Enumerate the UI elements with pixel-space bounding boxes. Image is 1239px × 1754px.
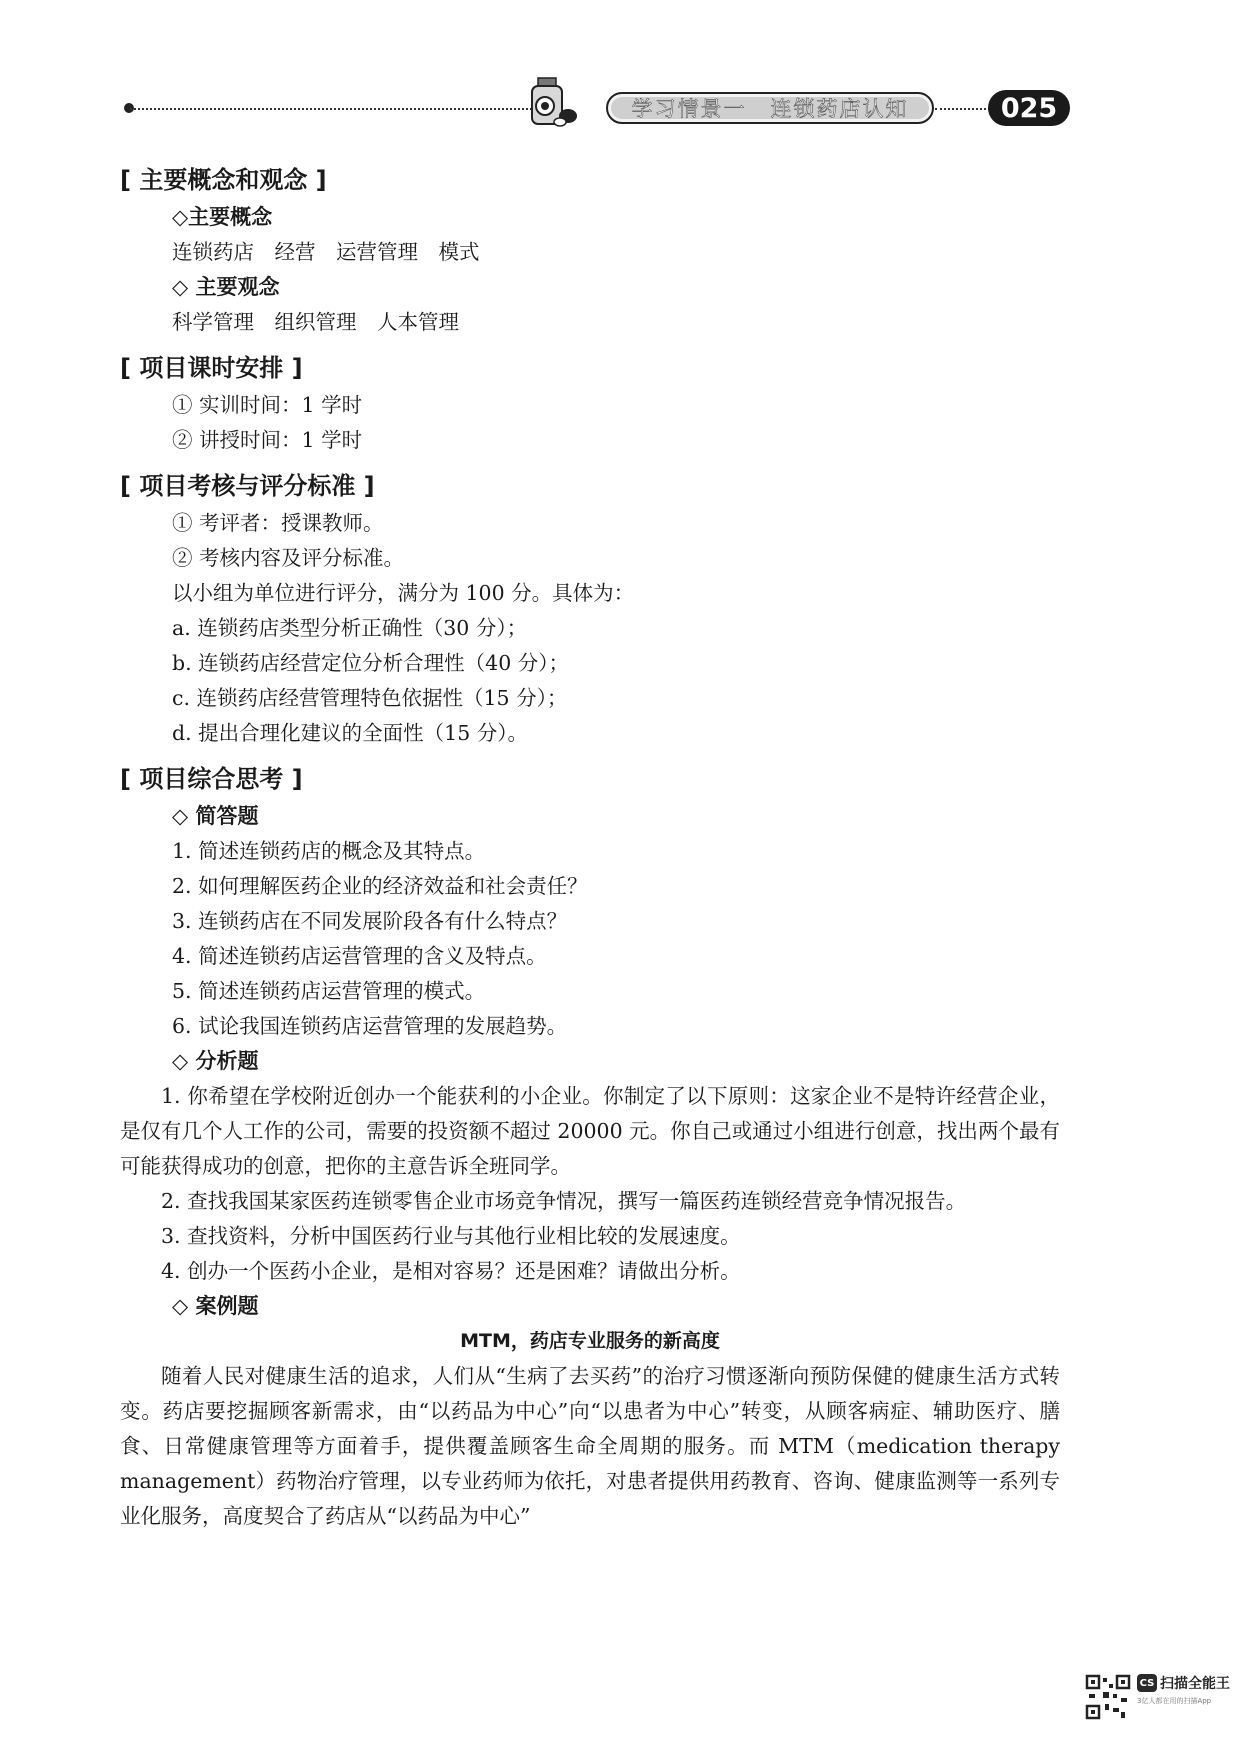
assessment-criterion: c. 连锁药店经营管理特色依据性（15 分）； [172, 686, 568, 710]
label-analysis: ◇ 分析题 [172, 1049, 259, 1073]
analysis-question: 4. 创办一个医药小企业，是相对容易？还是困难？请做出分析。 [161, 1259, 741, 1283]
schedule-item: ① 实训时间：1 学时 [172, 393, 363, 417]
short-question: 3. 连锁药店在不同发展阶段各有什么特点？ [172, 909, 568, 933]
short-question: 2. 如何理解医药企业的经济效益和社会责任？ [172, 874, 588, 898]
scanner-name: 扫描全能王 [1160, 1676, 1230, 1692]
header-section: 学习情景一 [631, 97, 747, 121]
heading-assessment: [ 项目考核与评分标准 ] [120, 472, 375, 500]
page-number: 025 [988, 90, 1070, 126]
page-content [120, 160, 1060, 1534]
label-main-concepts: ◇主要概念 [172, 205, 273, 229]
scanner-watermark [1085, 1672, 1230, 1724]
heading-concepts: [ 主要概念和观念 ] [120, 166, 327, 194]
analysis-question: 1. 你希望在学校附近创办一个能获利的小企业。你制定了以下原则：这家企业不是特许经营企业，是仅有几个人工作的公司，需要的投资额不超过 20000 元。你自己或通过小组进行创意，找出两个最有可能获得成功的创意，把你的主意告诉全班同学。 [120, 1084, 1060, 1178]
schedule-item: ② 讲授时间：1 学时 [172, 428, 363, 452]
heading-thinking: [ 项目综合思考 ] [120, 765, 303, 793]
assessment-item: ② 考核内容及评分标准。 [172, 546, 405, 570]
label-case: ◇ 案例题 [172, 1294, 259, 1318]
header-chapter: 连锁药店认知 [770, 97, 909, 121]
text-main-ideas: 科学管理 组织管理 人本管理 [172, 310, 459, 334]
label-main-ideas: ◇ 主要观念 [172, 275, 280, 299]
short-question: 1. 简述连锁药店的概念及其特点。 [172, 839, 486, 863]
analysis-question: 3. 查找资料，分析中国医药行业与其他行业相比较的发展速度。 [161, 1224, 741, 1248]
case-text: 随着人民对健康生活的追求，人们从“生病了去买药”的治疗习惯逐渐向预防保健的健康生活方式转变。药店要挖掘顾客新需求，由“以药品为中心”向“以患者为中心”转变，从顾客病症、辅助医疗、膳食、日常健康管理等方面着手，提供覆盖顾客生命全周期的服务。而 MTM（medication therapy management）药物治疗管理，以专业药师为依托，对患者提供用药教育、咨询、健康监测等一系列专业化服务，高度契合了药店从“以药品为中心” [120, 1364, 1060, 1528]
assessment-intro: 以小组为单位进行评分，满分为 100 分。具体为： [172, 581, 635, 605]
assessment-criterion: b. 连锁药店经营定位分析合理性（40 分）； [172, 651, 570, 675]
scanner-logo: CS [1137, 1674, 1157, 1692]
scanner-tagline: 3亿人都在用的扫描App [1137, 1697, 1212, 1705]
short-question: 5. 简述连锁药店运营管理的模式。 [172, 979, 486, 1003]
case-title: MTM，药店专业服务的新高度 [460, 1330, 720, 1352]
header-chapter-pill [606, 92, 934, 124]
qr-code-icon [1085, 1674, 1131, 1720]
assessment-item: ① 考评者：授课教师。 [172, 511, 384, 535]
analysis-question: 2. 查找我国某家医药连锁零售企业市场竞争情况，撰写一篇医药连锁经营竞争情况报告。 [161, 1189, 967, 1213]
header-rule-right [935, 108, 990, 110]
label-short-answer: ◇ 简答题 [172, 804, 259, 828]
text-main-concepts: 连锁药店 经营 运营管理 模式 [172, 240, 480, 264]
header-rule-left [130, 108, 540, 110]
assessment-criterion: a. 连锁药店类型分析正确性（30 分）； [172, 616, 528, 640]
heading-schedule: [ 项目课时安排 ] [120, 354, 303, 382]
medicine-bottle-icon [520, 76, 582, 128]
assessment-criterion: d. 提出合理化建议的全面性（15 分）。 [172, 721, 529, 745]
short-question: 6. 试论我国连锁药店运营管理的发展趋势。 [172, 1014, 568, 1038]
short-question: 4. 简述连锁药店运营管理的含义及特点。 [172, 944, 547, 968]
